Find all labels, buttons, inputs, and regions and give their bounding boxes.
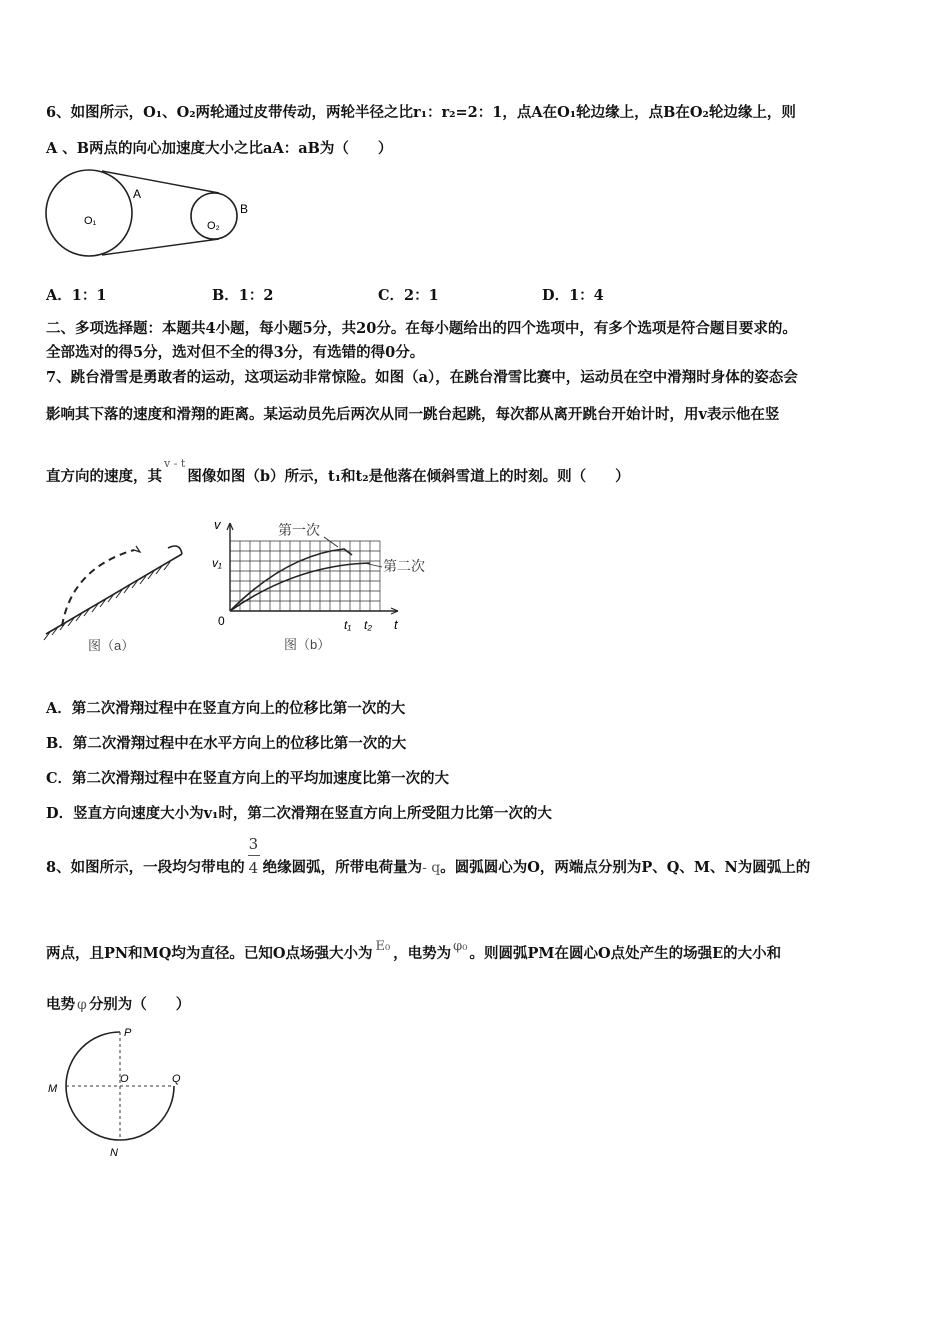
section2-heading-line2: 全部选对的得5分，选对但不全的得3分，有选错的得0分。 — [46, 344, 425, 361]
q8-e0: E₀ — [375, 939, 391, 954]
q8-stem-line1 — [46, 835, 811, 878]
q7-figure-a — [42, 538, 192, 658]
q8-stem-line3 — [46, 995, 190, 1015]
section2-heading-line1: 二、多项选择题：本题共4小题，每小题5分，共20分。在每小题给出的四个选项中，有多个选项是符合题目要求的。 — [46, 320, 797, 337]
q8-phi: φ — [77, 997, 87, 1013]
q6-label-b: B — [240, 202, 249, 216]
q7-caption-a: 图（a） — [88, 638, 135, 653]
q8-label-o: O — [120, 1073, 129, 1085]
q8-fraction — [248, 835, 260, 878]
q7-label-second: 第二次 — [383, 558, 425, 574]
q8-line2-pre: 两点，且PN和MQ均为直径。已知O点场强大小为 — [46, 945, 373, 962]
q8-stem-line2 — [46, 939, 782, 965]
q6-label-o1: O₁ — [84, 215, 97, 227]
q6-belt-figure — [44, 168, 264, 260]
q6-option-a[interactable]: A．1：1 — [46, 287, 107, 304]
q7-caption-b: 图（b） — [284, 637, 331, 652]
q8-line1-pre: 8、如图所示，一段均匀带电的 — [46, 859, 245, 876]
q7-label-t2: t₂ — [364, 618, 372, 632]
q7-figure-b — [206, 515, 441, 658]
q7-label-t: t — [394, 617, 398, 632]
q7-vt-math: v - t — [164, 457, 186, 470]
q6-option-c[interactable]: C．2：1 — [378, 287, 439, 304]
q7-stem-line3 — [46, 457, 630, 488]
q7-option-b[interactable]: B．第二次滑翔过程中在水平方向上的位移比第一次的大 — [46, 735, 407, 752]
q8-line3-pre: 电势 — [46, 996, 75, 1013]
q7-curve-first — [230, 549, 352, 611]
q6-stem-line1: 6、如图所示，O₁、O₂两轮通过皮带传动，两轮半径之比r₁：r₂=2：1，点A在O₁轮边缘上，点B在O₂轮边缘上，则 — [46, 104, 796, 121]
q8-line2-mid: ，电势为 — [393, 945, 452, 962]
q7-option-a[interactable]: A．第二次滑翔过程中在竖直方向上的位移比第一次的大 — [46, 700, 406, 717]
q8-label-p: P — [124, 1027, 132, 1039]
q7-label-v1: v₁ — [212, 556, 222, 570]
q8-label-q: Q — [172, 1073, 181, 1085]
q7-stem-line2: 影响其下落的速度和滑翔的距离。某运动员先后两次从同一跳台起跳，每次都从离开跳台开始计时，用v表示他在竖 — [46, 406, 780, 423]
q7-option-c[interactable]: C．第二次滑翔过程中在竖直方向上的平均加速度比第一次的大 — [46, 770, 450, 787]
q7-stem-line1: 7、跳台滑雪是勇敢者的运动，这项运动非常惊险。如图（a），在跳台滑雪比赛中，运动员在空中滑翔时身体的姿态会 — [46, 369, 798, 386]
q6-label-o2: O₂ — [207, 220, 220, 232]
q7-label-v: v — [214, 517, 221, 532]
q8-charge: - q — [422, 860, 441, 876]
q7-label-first: 第一次 — [278, 522, 320, 538]
q8-label-n: N — [110, 1147, 118, 1159]
q6-label-a: A — [133, 187, 142, 201]
q8-arc-figure — [44, 1022, 204, 1162]
q7-grid — [230, 541, 380, 611]
q8-line2-post: 。则圆弧PM在圆心O点处产生的场强E的大小和 — [469, 945, 782, 962]
q6-stem-line2: A 、B两点的向心加速度大小之比aA：aB为（ ） — [46, 140, 393, 157]
q7-line3-pre: 直方向的速度，其 — [46, 468, 162, 485]
q6-option-d[interactable]: D．1：4 — [542, 287, 604, 304]
q7-label-t1: t₁ — [344, 618, 352, 632]
q6-option-b[interactable]: B．1：2 — [212, 287, 274, 304]
q7-label-origin: 0 — [218, 614, 225, 628]
q8-phi0: φ₀ — [453, 939, 468, 954]
q8-fraction-num: 3 — [248, 835, 259, 853]
q8-fraction-den: 4 — [248, 859, 259, 877]
q8-label-m: M — [48, 1083, 58, 1095]
q7-option-d[interactable]: D．竖直方向速度大小为v₁时，第二次滑翔在竖直方向上所受阻力比第一次的大 — [46, 805, 552, 822]
q8-line1-end: 。圆弧圆心为O，两端点分别为P、Q、M、N为圆弧上的 — [440, 859, 811, 876]
q8-line1-post: 绝缘圆弧，所带电荷量为 — [262, 859, 423, 876]
q8-line3-post: 分别为（ ） — [88, 996, 191, 1013]
q7-line3-post: 图像如图（b）所示，t₁和t₂是他落在倾斜雪道上的时刻。则（ ） — [187, 468, 630, 485]
